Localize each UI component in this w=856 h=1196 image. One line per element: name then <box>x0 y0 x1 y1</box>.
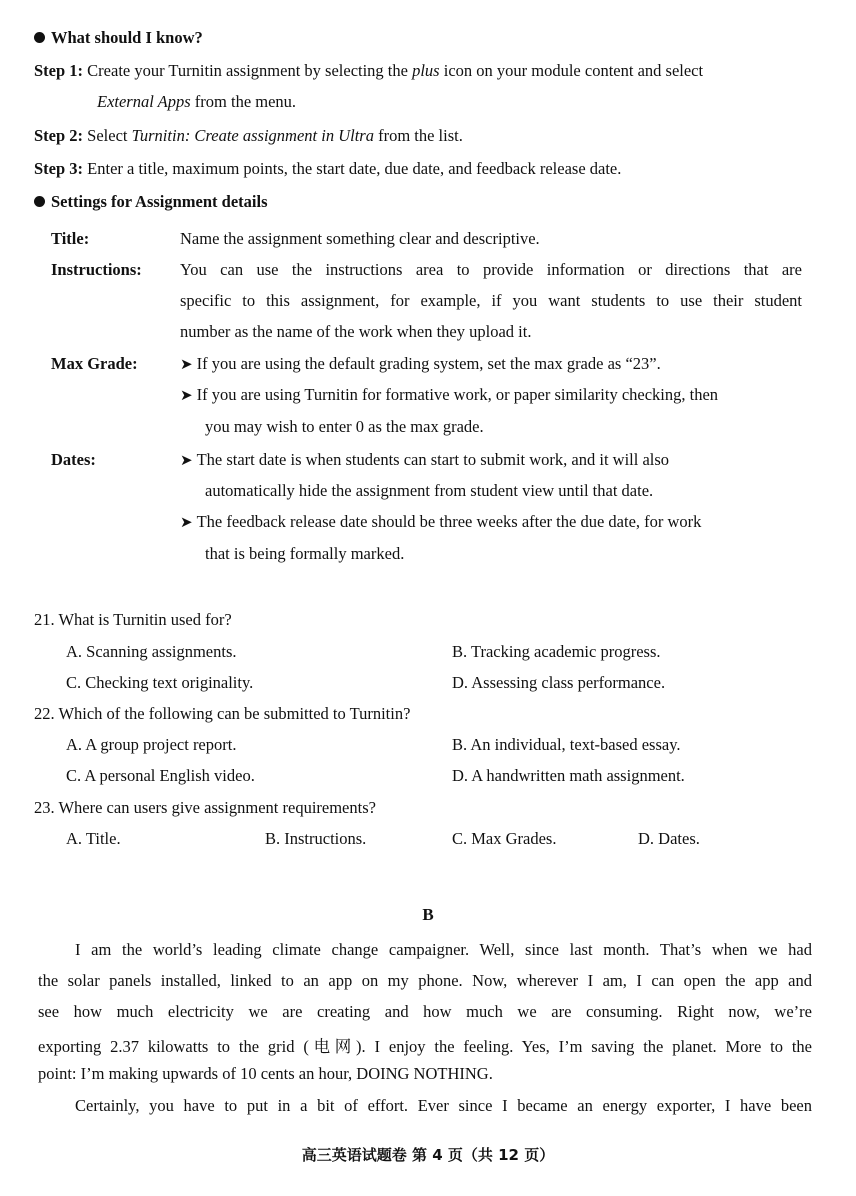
step-1-plus: plus <box>412 61 440 80</box>
step-2-turnitin-create: Turnitin: Create assignment in Ultra <box>131 126 374 145</box>
dates-line-3: ➤ The feedback release date should be three weeks after the due date, for work <box>180 512 702 531</box>
maxgrade-line-2: ➤ If you are using Turnitin for formative work, or paper similarity checking, then <box>180 385 719 404</box>
title-text: Name the assignment something clear and descriptive. <box>180 229 540 248</box>
step-1-cont <box>97 92 296 112</box>
para1-line-4: exporting 2.37 kilowatts to the grid (电网). I enjoy the feeling. Yes, I’m saving the planet. More to the <box>38 1037 812 1056</box>
step-3-label: Step 3: <box>34 159 84 178</box>
maxgrade-line-1: ➤ If you are using the default grading system, set the max grade as “23”. <box>180 354 661 373</box>
step-1-label: Step 1: <box>34 61 84 80</box>
instructions-label: Instructions: <box>51 260 142 279</box>
arrow-bullet-icon: ➤ <box>180 357 193 373</box>
settings-heading: Settings for Assignment details <box>34 192 268 212</box>
step-3-text: Enter a title, maximum points, the start date, due date, and feedback release date. <box>87 159 622 178</box>
arrow-bullet-icon: ➤ <box>180 388 193 404</box>
step-2 <box>34 126 463 146</box>
title-label: Title: <box>51 229 90 248</box>
question-21-option-d: D. Assessing class performance. <box>452 673 666 692</box>
para1-line-5: point: I’m making upwards of 10 cents an hour, DOING NOTHING. <box>38 1064 493 1083</box>
question-21-option-a: A. Scanning assignments. <box>66 642 237 661</box>
step-2-text-before: Select <box>87 126 132 145</box>
instructions-line-2: specific to this assignment, for example, if you want students to use their student <box>180 291 802 310</box>
section-b-heading: B <box>422 905 434 924</box>
step-1-external-apps: External Apps <box>97 92 191 111</box>
question-22-stem: 22. Which of the following can be submitted to Turnitin? <box>34 704 411 723</box>
know-heading: What should I know? <box>34 28 203 48</box>
question-23-option-d: D. Dates. <box>638 829 700 848</box>
step-1 <box>34 61 703 81</box>
instructions-line-1: You can use the instructions area to provide information or directions that are <box>180 260 802 279</box>
maxgrade-label: Max Grade: <box>51 354 138 373</box>
question-22-option-a: A. A group project report. <box>66 735 237 754</box>
question-21-option-b: B. Tracking academic progress. <box>452 642 661 661</box>
question-21-stem: 21. What is Turnitin used for? <box>34 610 232 629</box>
step-1-text-after: from the menu. <box>190 92 297 111</box>
question-22-option-d: D. A handwritten math assignment. <box>452 766 685 785</box>
arrow-bullet-icon: ➤ <box>180 453 193 469</box>
question-22-option-b: B. An individual, text-based essay. <box>452 735 681 754</box>
question-23-option-c: C. Max Grades. <box>452 829 557 848</box>
instructions-line-3: number as the name of the work when they upload it. <box>180 322 532 341</box>
question-23-stem: 23. Where can users give assignment requirements? <box>34 798 376 817</box>
dates-line-4: that is being formally marked. <box>205 544 405 563</box>
para1-line-2: the solar panels installed, linked to an app on my phone. Now, wherever I am, I can open the app and <box>38 971 812 990</box>
question-23-option-a: A. Title. <box>66 829 121 848</box>
page-footer: 高三英语试题卷 第 4 页（共 12 页） <box>301 1146 555 1164</box>
dates-label: Dates: <box>51 450 96 469</box>
step-2-label: Step 2: <box>34 126 84 145</box>
step-1-text-before: Create your Turnitin assignment by selecting the <box>87 61 413 80</box>
step-2-text-after: from the list. <box>373 126 463 145</box>
question-22-option-c: C. A personal English video. <box>66 766 255 785</box>
para1-line-3: see how much electricity we are creating and how much we are consuming. Right now, we’re <box>38 1002 812 1021</box>
maxgrade-line-3: you may wish to enter 0 as the max grade. <box>205 417 484 436</box>
para1-line-1: I am the world’s leading climate change campaigner. Well, since last month. That’s when we had <box>75 940 812 959</box>
step-1-text-mid: icon on your module content and select <box>439 61 704 80</box>
question-23-option-b: B. Instructions. <box>265 829 367 848</box>
question-21-option-c: C. Checking text originality. <box>66 673 254 692</box>
dates-line-2: automatically hide the assignment from student view until that date. <box>205 481 654 500</box>
arrow-bullet-icon: ➤ <box>180 515 193 531</box>
para2-line-1: Certainly, you have to put in a bit of effort. Ever since I became an energy exporter, I have been <box>75 1096 812 1115</box>
dates-line-1: ➤ The start date is when students can start to submit work, and it will also <box>180 450 670 469</box>
step-3 <box>34 159 621 179</box>
